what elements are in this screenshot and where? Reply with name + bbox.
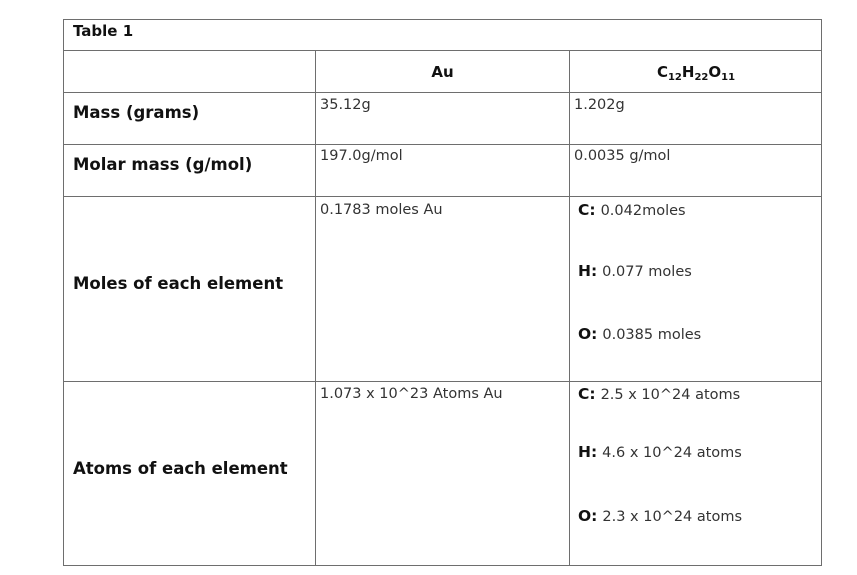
element-label-c: C:: [578, 385, 596, 403]
column-header-sucrose: [570, 63, 822, 83]
column-header-au: Au: [431, 63, 454, 81]
table-title: Table 1: [73, 22, 134, 40]
element-label-h: H:: [578, 262, 598, 280]
cell-moles-h: [578, 262, 692, 280]
cell-mass-au: 35.12g: [320, 97, 371, 113]
cell-molar-mass-au: 197.0g/mol: [320, 148, 403, 164]
cell-moles-c: [578, 201, 686, 219]
cell-atoms-h: [578, 443, 742, 461]
cell-mass-sucrose: 1.202g: [574, 97, 625, 113]
formula-o: O: [708, 63, 722, 81]
formula-c-count: 12: [667, 72, 682, 83]
formula-c: C: [656, 63, 668, 81]
element-label-c: C:: [578, 201, 596, 219]
column-divider-2: [569, 50, 570, 566]
rule-under-molar-mass: [63, 196, 822, 197]
formula-o-count: 11: [721, 72, 736, 83]
atoms-o-value: 2.3 x 10^24 atoms: [602, 509, 743, 525]
cell-atoms-o: [578, 507, 742, 525]
rule-under-mass: [63, 144, 822, 145]
rule-under-title: [63, 50, 822, 51]
element-label-o: O:: [578, 325, 598, 343]
cell-molar-mass-sucrose: 0.0035 g/mol: [574, 148, 671, 164]
moles-h-value: 0.077 moles: [602, 264, 692, 280]
cell-atoms-au: 1.073 x 10^23 Atoms Au: [320, 386, 503, 402]
row-label-mass: Mass (grams): [73, 103, 200, 122]
element-label-h: H:: [578, 443, 598, 461]
element-label-o: O:: [578, 507, 598, 525]
rule-under-header: [63, 92, 822, 93]
cell-moles-o: [578, 325, 701, 343]
cell-moles-au: 0.1783 moles Au: [320, 202, 443, 218]
formula-h: H: [681, 63, 695, 81]
cell-atoms-c: [578, 385, 740, 403]
row-label-molar-mass: Molar mass (g/mol): [73, 155, 253, 174]
atoms-c-value: 2.5 x 10^24 atoms: [600, 387, 741, 403]
row-label-atoms: Atoms of each element: [73, 459, 288, 478]
atoms-h-value: 4.6 x 10^24 atoms: [602, 445, 742, 461]
moles-o-value: 0.0385 moles: [602, 327, 702, 343]
column-divider-1: [315, 50, 316, 566]
formula-h-count: 22: [694, 72, 709, 83]
rule-under-moles: [63, 381, 822, 382]
row-label-moles: Moles of each element: [73, 274, 284, 293]
moles-c-value: 0.042moles: [600, 203, 686, 219]
